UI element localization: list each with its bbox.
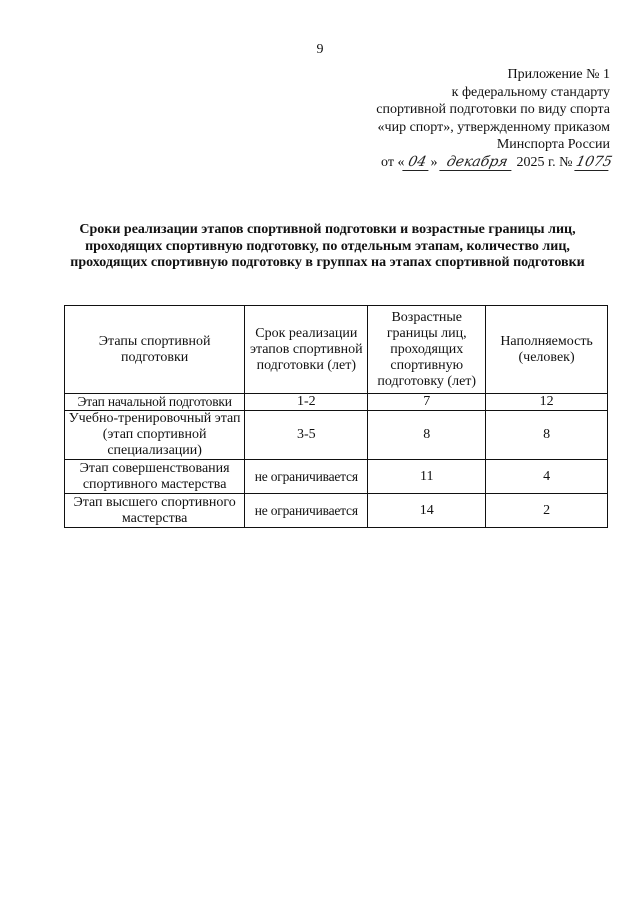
order-line xyxy=(310,153,614,172)
cell-stage: Этап совершенствования спортивного мастерства xyxy=(65,460,245,494)
cell-occupancy: 4 xyxy=(486,460,608,494)
order-mid: » xyxy=(430,154,438,170)
cell-duration: не ограничивается xyxy=(245,494,368,528)
header-age-limits: Возрастные границы лиц, проходящих спортивную подготовку (лет) xyxy=(368,306,486,394)
appendix-line: спортивной подготовки по виду спорта xyxy=(376,102,610,117)
appendix-line: к федеральному стандарту xyxy=(451,84,610,100)
appendix-block xyxy=(310,66,614,171)
cell-age: 8 xyxy=(368,411,486,460)
stages-table xyxy=(64,305,608,528)
cell-duration: 1-2 xyxy=(245,394,368,411)
order-day-handwritten: 04 xyxy=(403,155,432,171)
cell-duration: не ограничивается xyxy=(245,460,368,494)
table-row xyxy=(65,411,608,460)
cell-stage: Этап начальной подготовки xyxy=(65,394,245,411)
cell-stage: Учебно-тренировочный этап (этап спортивной специализации) xyxy=(65,411,245,460)
table-row xyxy=(65,460,608,494)
appendix-line: Минспорта России xyxy=(496,137,610,152)
order-number-handwritten: 1075 xyxy=(574,153,614,170)
table-row xyxy=(65,394,608,411)
header-occupancy: Наполняемость (человек) xyxy=(486,306,608,394)
appendix-line: «чир спорт», утвержденному приказом xyxy=(377,119,610,135)
order-month-handwritten: декабря xyxy=(439,155,514,171)
table-header-row xyxy=(65,306,608,394)
header-stages: Этапы спортивной подготовки xyxy=(65,306,245,394)
cell-occupancy: 12 xyxy=(486,394,608,411)
cell-duration: 3-5 xyxy=(245,411,368,460)
cell-age: 7 xyxy=(368,394,486,411)
order-prefix: от « xyxy=(381,154,405,170)
cell-age: 11 xyxy=(368,460,486,494)
order-year: 2025 г. № xyxy=(516,154,573,170)
cell-age: 14 xyxy=(368,494,486,528)
appendix-line: Приложение № 1 xyxy=(507,67,610,82)
cell-occupancy: 2 xyxy=(486,494,608,528)
page-number: 9 xyxy=(316,42,324,57)
cell-stage: Этап высшего спортивного мастерства xyxy=(65,494,245,528)
document-title: Сроки реализации этапов спортивной подготовки и возрастные границы лиц, проходящих спортивную подготовку, по отдельным этапам, количество лиц, проходящих спортивную подготовку в группах на этапах спортивной подготовки xyxy=(70,222,585,270)
header-duration: Срок реализации этапов спортивной подготовки (лет) xyxy=(245,306,368,394)
cell-occupancy: 8 xyxy=(486,411,608,460)
table-row xyxy=(65,494,608,528)
